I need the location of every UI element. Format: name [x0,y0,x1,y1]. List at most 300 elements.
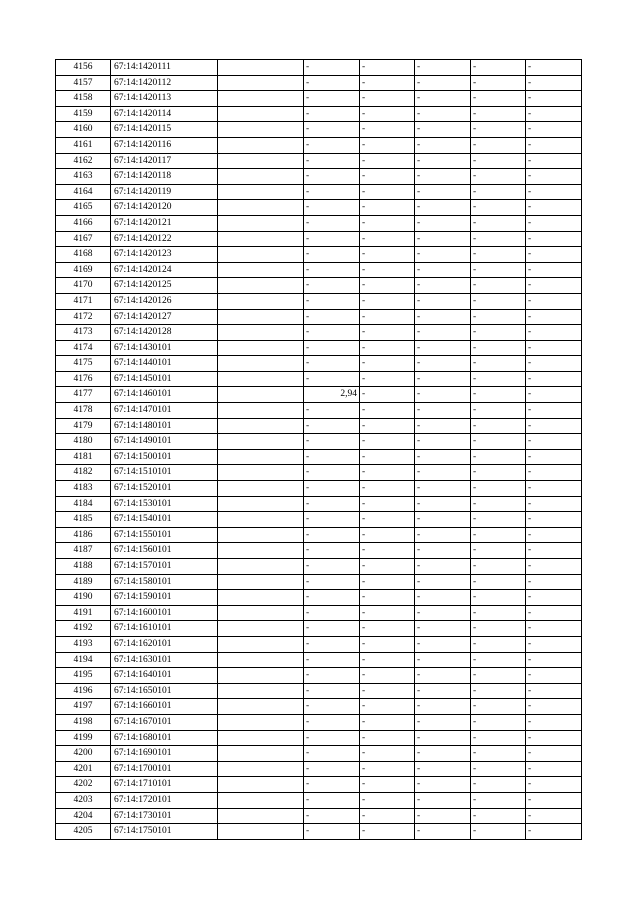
column-4-cell: - [304,309,360,325]
row-number-cell: 4166 [56,215,111,231]
column-8-cell: - [526,824,582,840]
row-number-cell: 4182 [56,465,111,481]
column-8-cell: - [526,356,582,372]
column-6-cell: - [415,325,471,341]
column-4-cell: - [304,465,360,481]
cadastral-number-cell: 67:14:1420125 [111,278,218,294]
column-5-cell: - [360,714,415,730]
column-7-cell: - [471,309,526,325]
row-number-cell: 4171 [56,293,111,309]
table-row [56,371,582,387]
table-row [56,574,582,590]
column-3-cell [218,153,304,169]
column-4-cell: - [304,590,360,606]
column-8-cell: - [526,668,582,684]
column-6-cell: - [415,356,471,372]
column-4-cell: - [304,699,360,715]
column-4-cell: - [304,777,360,793]
column-7-cell: - [471,668,526,684]
table-row [56,590,582,606]
column-3-cell [218,418,304,434]
table-row [56,91,582,107]
row-number-cell: 4193 [56,636,111,652]
column-6-cell: - [415,215,471,231]
column-6-cell: - [415,309,471,325]
column-6-cell: - [415,91,471,107]
row-number-cell: 4160 [56,122,111,138]
column-3-cell [218,106,304,122]
row-number-cell: 4198 [56,714,111,730]
column-6-cell: - [415,714,471,730]
column-8-cell: - [526,481,582,497]
column-5-cell: - [360,777,415,793]
table-row [56,75,582,91]
table-row [56,325,582,341]
column-8-cell: - [526,371,582,387]
table-row [56,652,582,668]
column-4-cell: - [304,761,360,777]
column-3-cell [218,169,304,185]
cadastral-number-cell: 67:14:1710101 [111,777,218,793]
column-6-cell: - [415,543,471,559]
column-5-cell: - [360,527,415,543]
table-row [56,621,582,637]
column-3-cell [218,777,304,793]
column-3-cell [218,434,304,450]
cadastral-number-cell: 67:14:1420113 [111,91,218,107]
cadastral-number-cell: 67:14:1420115 [111,122,218,138]
column-5-cell: - [360,325,415,341]
column-5-cell: - [360,636,415,652]
column-6-cell: - [415,371,471,387]
column-5-cell: - [360,543,415,559]
column-3-cell [218,293,304,309]
column-6-cell: - [415,761,471,777]
table-row [56,278,582,294]
column-8-cell: - [526,559,582,575]
column-6-cell: - [415,262,471,278]
column-7-cell: - [471,543,526,559]
row-number-cell: 4199 [56,730,111,746]
column-5-cell: - [360,75,415,91]
column-7-cell: - [471,683,526,699]
row-number-cell: 4189 [56,574,111,590]
row-number-cell: 4176 [56,371,111,387]
column-4-cell: 2,94 [304,387,360,403]
table-row [56,527,582,543]
table-row [56,824,582,840]
column-6-cell: - [415,559,471,575]
row-number-cell: 4179 [56,418,111,434]
cadastral-number-cell: 67:14:1610101 [111,621,218,637]
cadastral-number-cell: 67:14:1520101 [111,481,218,497]
column-4-cell: - [304,808,360,824]
column-5-cell: - [360,746,415,762]
column-5-cell: - [360,590,415,606]
column-4-cell: - [304,824,360,840]
column-6-cell: - [415,636,471,652]
column-5-cell: - [360,761,415,777]
cadastral-number-cell: 67:14:1500101 [111,449,218,465]
column-3-cell [218,621,304,637]
column-8-cell: - [526,215,582,231]
column-8-cell: - [526,527,582,543]
table-row [56,636,582,652]
column-7-cell: - [471,527,526,543]
column-3-cell [218,387,304,403]
table-row [56,668,582,684]
column-4-cell: - [304,621,360,637]
row-number-cell: 4163 [56,169,111,185]
column-4-cell: - [304,559,360,575]
column-5-cell: - [360,605,415,621]
column-6-cell: - [415,247,471,263]
column-5-cell: - [360,153,415,169]
column-5-cell: - [360,262,415,278]
column-6-cell: - [415,496,471,512]
column-7-cell: - [471,403,526,419]
column-7-cell: - [471,434,526,450]
column-8-cell: - [526,605,582,621]
cadastral-number-cell: 67:14:1560101 [111,543,218,559]
column-8-cell: - [526,278,582,294]
column-5-cell: - [360,293,415,309]
column-8-cell: - [526,340,582,356]
row-number-cell: 4188 [56,559,111,575]
column-7-cell: - [471,559,526,575]
column-7-cell: - [471,496,526,512]
row-number-cell: 4191 [56,605,111,621]
column-3-cell [218,746,304,762]
column-7-cell: - [471,792,526,808]
column-3-cell [218,683,304,699]
column-5-cell: - [360,122,415,138]
table-row [56,761,582,777]
column-7-cell: - [471,574,526,590]
column-3-cell [218,590,304,606]
column-7-cell: - [471,746,526,762]
column-6-cell: - [415,387,471,403]
column-8-cell: - [526,808,582,824]
column-3-cell [218,278,304,294]
table-row [56,699,582,715]
table-row [56,714,582,730]
column-7-cell: - [471,278,526,294]
column-6-cell: - [415,574,471,590]
column-3-cell [218,574,304,590]
column-6-cell: - [415,60,471,76]
column-4-cell: - [304,169,360,185]
column-8-cell: - [526,387,582,403]
column-8-cell: - [526,621,582,637]
column-8-cell: - [526,137,582,153]
row-number-cell: 4187 [56,543,111,559]
cadastral-number-cell: 67:14:1510101 [111,465,218,481]
column-8-cell: - [526,496,582,512]
column-5-cell: - [360,792,415,808]
table-row [56,434,582,450]
column-6-cell: - [415,808,471,824]
column-6-cell: - [415,824,471,840]
table-row [56,543,582,559]
cadastral-number-cell: 67:14:1580101 [111,574,218,590]
cadastral-number-cell: 67:14:1430101 [111,340,218,356]
column-3-cell [218,652,304,668]
cadastral-number-cell: 67:14:1420128 [111,325,218,341]
column-8-cell: - [526,60,582,76]
column-6-cell: - [415,169,471,185]
column-8-cell: - [526,200,582,216]
column-7-cell: - [471,808,526,824]
column-5-cell: - [360,683,415,699]
column-7-cell: - [471,777,526,793]
column-7-cell: - [471,714,526,730]
column-3-cell [218,668,304,684]
cadastral-number-cell: 67:14:1720101 [111,792,218,808]
column-6-cell: - [415,746,471,762]
column-5-cell: - [360,231,415,247]
column-3-cell [218,730,304,746]
column-4-cell: - [304,636,360,652]
table-row [56,60,582,76]
column-8-cell: - [526,543,582,559]
row-number-cell: 4186 [56,527,111,543]
column-7-cell: - [471,699,526,715]
row-number-cell: 4181 [56,449,111,465]
column-3-cell [218,340,304,356]
column-5-cell: - [360,808,415,824]
row-number-cell: 4180 [56,434,111,450]
column-6-cell: - [415,184,471,200]
row-number-cell: 4196 [56,683,111,699]
column-5-cell: - [360,699,415,715]
column-8-cell: - [526,714,582,730]
table-row [56,449,582,465]
row-number-cell: 4156 [56,60,111,76]
column-8-cell: - [526,403,582,419]
table-row [56,231,582,247]
column-6-cell: - [415,418,471,434]
cadastral-number-cell: 67:14:1420117 [111,153,218,169]
column-5-cell: - [360,574,415,590]
cadastral-number-cell: 67:14:1420114 [111,106,218,122]
column-7-cell: - [471,465,526,481]
row-number-cell: 4167 [56,231,111,247]
row-number-cell: 4201 [56,761,111,777]
column-3-cell [218,75,304,91]
column-4-cell: - [304,293,360,309]
column-8-cell: - [526,293,582,309]
column-4-cell: - [304,574,360,590]
column-7-cell: - [471,153,526,169]
column-8-cell: - [526,465,582,481]
table-row [56,340,582,356]
column-3-cell [218,122,304,138]
row-number-cell: 4204 [56,808,111,824]
cadastral-number-cell: 67:14:1590101 [111,590,218,606]
column-5-cell: - [360,247,415,263]
table-row [56,387,582,403]
column-6-cell: - [415,512,471,528]
column-8-cell: - [526,761,582,777]
column-3-cell [218,231,304,247]
column-4-cell: - [304,91,360,107]
cadastral-number-cell: 67:14:1730101 [111,808,218,824]
column-8-cell: - [526,636,582,652]
column-7-cell: - [471,652,526,668]
column-4-cell: - [304,75,360,91]
cadastral-number-cell: 67:14:1420119 [111,184,218,200]
row-number-cell: 4169 [56,262,111,278]
column-5-cell: - [360,465,415,481]
cadastral-number-cell: 67:14:1600101 [111,605,218,621]
table-row [56,356,582,372]
table-row [56,215,582,231]
cadastral-number-cell: 67:14:1420126 [111,293,218,309]
table-row [56,418,582,434]
row-number-cell: 4195 [56,668,111,684]
column-8-cell: - [526,730,582,746]
column-7-cell: - [471,356,526,372]
column-6-cell: - [415,106,471,122]
column-5-cell: - [360,215,415,231]
column-5-cell: - [360,278,415,294]
row-number-cell: 4177 [56,387,111,403]
column-3-cell [218,371,304,387]
row-number-cell: 4162 [56,153,111,169]
table-row [56,559,582,575]
column-6-cell: - [415,590,471,606]
row-number-cell: 4190 [56,590,111,606]
column-5-cell: - [360,668,415,684]
column-6-cell: - [415,481,471,497]
column-5-cell: - [360,403,415,419]
cadastral-number-cell: 67:14:1670101 [111,714,218,730]
row-number-cell: 4194 [56,652,111,668]
row-number-cell: 4205 [56,824,111,840]
column-8-cell: - [526,683,582,699]
column-5-cell: - [360,184,415,200]
table-row [56,169,582,185]
column-7-cell: - [471,371,526,387]
column-6-cell: - [415,699,471,715]
column-6-cell: - [415,403,471,419]
column-4-cell: - [304,746,360,762]
cadastral-number-cell: 67:14:1420111 [111,60,218,76]
column-8-cell: - [526,262,582,278]
table-row [56,200,582,216]
column-6-cell: - [415,449,471,465]
cadastral-number-cell: 67:14:1690101 [111,746,218,762]
column-4-cell: - [304,247,360,263]
column-3-cell [218,636,304,652]
column-8-cell: - [526,122,582,138]
column-7-cell: - [471,262,526,278]
table-row [56,153,582,169]
column-3-cell [218,761,304,777]
column-7-cell: - [471,824,526,840]
column-8-cell: - [526,325,582,341]
cadastral-number-cell: 67:14:1450101 [111,371,218,387]
column-6-cell: - [415,777,471,793]
row-number-cell: 4172 [56,309,111,325]
cadastral-number-cell: 67:14:1470101 [111,403,218,419]
column-8-cell: - [526,449,582,465]
column-8-cell: - [526,746,582,762]
column-3-cell [218,91,304,107]
column-4-cell: - [304,403,360,419]
cadastral-number-cell: 67:14:1660101 [111,699,218,715]
cadastral-data-table [55,59,582,840]
column-4-cell: - [304,792,360,808]
column-3-cell [218,605,304,621]
column-4-cell: - [304,278,360,294]
column-4-cell: - [304,153,360,169]
column-3-cell [218,512,304,528]
column-6-cell: - [415,293,471,309]
column-6-cell: - [415,683,471,699]
column-4-cell: - [304,340,360,356]
column-8-cell: - [526,418,582,434]
row-number-cell: 4159 [56,106,111,122]
column-4-cell: - [304,418,360,434]
row-number-cell: 4165 [56,200,111,216]
column-7-cell: - [471,91,526,107]
cadastral-number-cell: 67:14:1420116 [111,137,218,153]
column-3-cell [218,714,304,730]
cadastral-number-cell: 67:14:1460101 [111,387,218,403]
row-number-cell: 4173 [56,325,111,341]
cadastral-number-cell: 67:14:1420121 [111,215,218,231]
column-3-cell [218,309,304,325]
column-4-cell: - [304,668,360,684]
cadastral-number-cell: 67:14:1490101 [111,434,218,450]
column-4-cell: - [304,449,360,465]
row-number-cell: 4161 [56,137,111,153]
column-3-cell [218,137,304,153]
column-4-cell: - [304,683,360,699]
column-6-cell: - [415,278,471,294]
cadastral-number-cell: 67:14:1570101 [111,559,218,575]
column-5-cell: - [360,512,415,528]
column-4-cell: - [304,122,360,138]
cadastral-number-cell: 67:14:1420124 [111,262,218,278]
table-row [56,730,582,746]
row-number-cell: 4202 [56,777,111,793]
column-7-cell: - [471,512,526,528]
column-4-cell: - [304,262,360,278]
column-3-cell [218,559,304,575]
column-7-cell: - [471,169,526,185]
column-8-cell: - [526,153,582,169]
cadastral-number-cell: 67:14:1750101 [111,824,218,840]
cadastral-number-cell: 67:14:1420123 [111,247,218,263]
column-8-cell: - [526,75,582,91]
table-row [56,309,582,325]
column-7-cell: - [471,247,526,263]
column-5-cell: - [360,449,415,465]
cadastral-number-cell: 67:14:1620101 [111,636,218,652]
column-8-cell: - [526,792,582,808]
column-8-cell: - [526,777,582,793]
column-5-cell: - [360,559,415,575]
cadastral-number-cell: 67:14:1640101 [111,668,218,684]
column-6-cell: - [415,340,471,356]
column-3-cell [218,465,304,481]
column-3-cell [218,496,304,512]
column-5-cell: - [360,200,415,216]
column-3-cell [218,184,304,200]
